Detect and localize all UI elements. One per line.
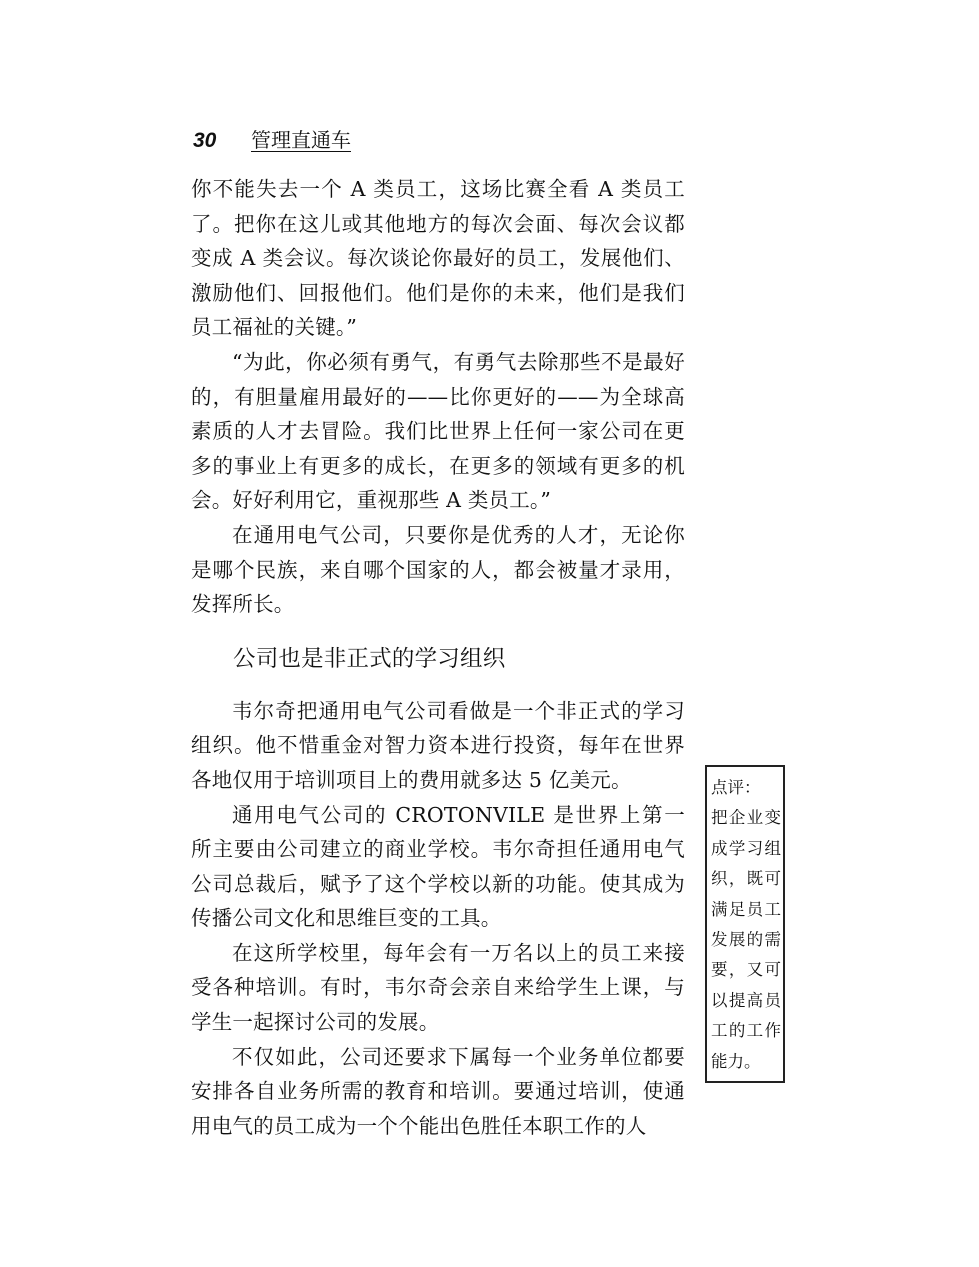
running-title: 管理直通车 bbox=[251, 128, 351, 152]
paragraph: 通用电气公司的 CROTONVILE 是世界上第一所主要由公司建立的商业学校。韦尔奇担任通用电气公司总裁后，赋予了这个学校以新的功能。使其成为传播公司文化和思维巨变的工具。 bbox=[191, 802, 685, 931]
commentary-text: 把企业变成学习组织，既可满足员工发展的需要，又可以提高员工的工作能力。 bbox=[711, 808, 781, 1071]
commentary-box bbox=[705, 765, 785, 1083]
paragraph: 韦尔奇把通用电气公司看做是一个非正式的学习组织。他不惜重金对智力资本进行投资，每年在世界各地仅用于培训项目上的费用就多达 5 亿美元。 bbox=[191, 698, 685, 792]
paragraph: 在通用电气公司，只要你是优秀的人才，无论你是哪个民族，来自哪个国家的人，都会被量才录用，发挥所长。 bbox=[191, 522, 685, 617]
paragraph: 你不能失去一个 A 类员工，这场比赛全看 A 类员工了。把你在这儿或其他地方的每次会面、每次会议都变成 A 类会议。每次谈论你最好的员工，发展他们、激励他们、回报他们。他们是你的未来，他们是我们员工福祉的关键。” bbox=[191, 177, 685, 340]
paragraph: 不仅如此，公司还要求下属每一个业务单位都要安排各自业务所需的教育和培训。要通过培训，使通用电气的员工成为一个个能出色胜任本职工作的人 bbox=[191, 1044, 685, 1138]
paragraph: 在这所学校里，每年会有一万名以上的员工来接受各种培训。有时，韦尔奇会亲自来给学生上课，与学生一起探讨公司的发展。 bbox=[191, 940, 685, 1035]
commentary-label: 点评： bbox=[711, 778, 761, 797]
page-number: 30 bbox=[193, 129, 217, 152]
page-header bbox=[193, 124, 351, 153]
body-text bbox=[191, 172, 685, 1143]
section-heading: 公司也是非正式的学习组织 bbox=[233, 645, 506, 672]
paragraph: “为此，你必须有勇气，有勇气去除那些不是最好的，有胆量雇用最好的——比你更好的——为全球高素质的人才去冒险。我们比世界上任何一家公司在更多的事业上有更多的成长，在更多的领域有更多的机会。好好利用它，重视那些 A 类员工。” bbox=[191, 349, 685, 513]
